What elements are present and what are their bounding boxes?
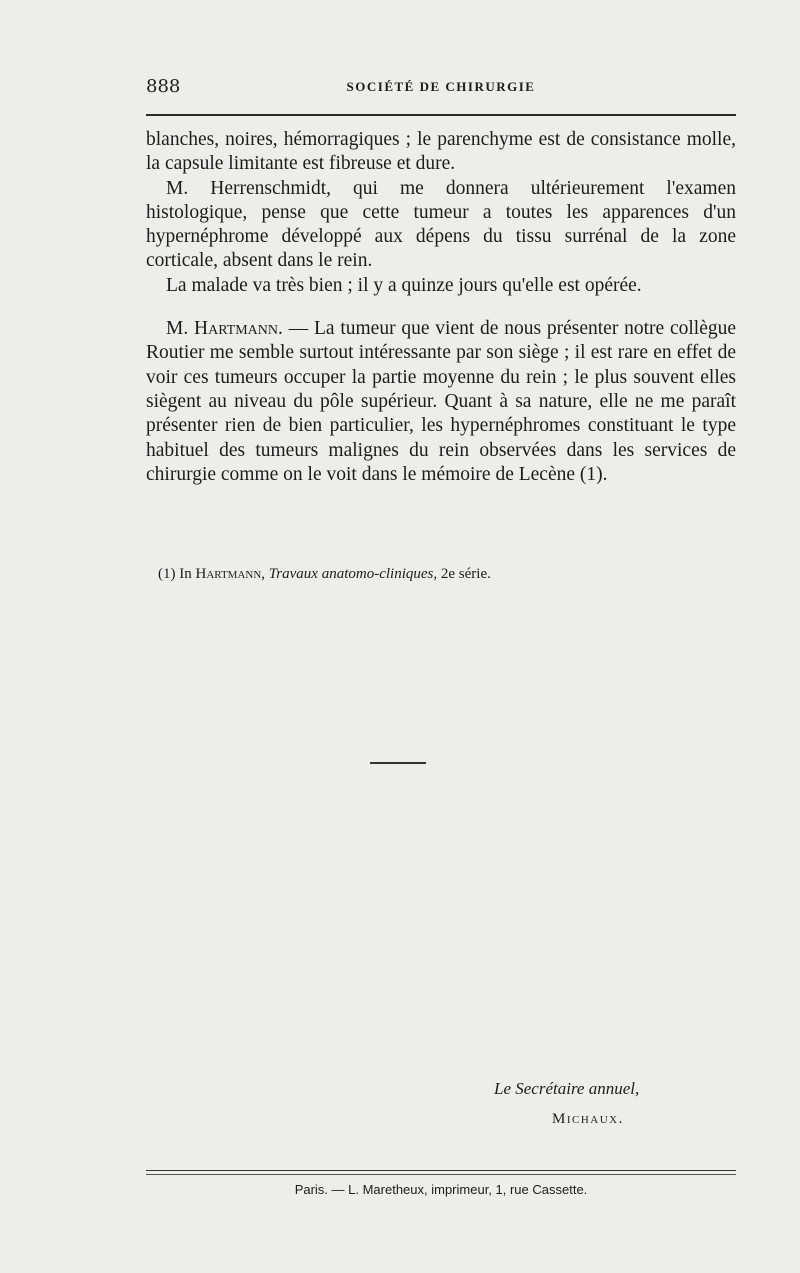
page-header bbox=[146, 76, 736, 102]
signature-name: Michaux. bbox=[552, 1111, 624, 1127]
paragraph-hartmann bbox=[146, 317, 736, 487]
printer-imprint: Paris. — L. Maretheux, imprimeur, 1, rue Cassette. bbox=[294, 1182, 588, 1197]
footnote-marker: (1) bbox=[158, 566, 176, 582]
paragraph-herrenschmidt: M. Herrenschmidt, qui me donnera ultérieurement l'examen histologique, pense que cette tumeur a toutes les apparences d'un hypernéphrome développé aux dépens du tissu surrénal de la zone corticale, absent dans le rein. bbox=[146, 177, 736, 272]
signature-title: Le Secrétaire annuel, bbox=[494, 1079, 640, 1098]
footnote-author: Hartmann bbox=[195, 566, 262, 582]
footnote-sep: , bbox=[261, 566, 269, 582]
paragraph-malade: La malade va très bien ; il y a quinze jours qu'elle est opérée. bbox=[166, 274, 642, 296]
paragraph-hartmann-text: — La tumeur que vient de nous présenter notre collègue Routier me semble surtout intéressante par son siège ; il est rare en effet de voir ces tumeurs occuper la partie moyenne du rein ; le plus souvent elles siègent au niveau du pôle supérieur. Quant à sa nature, elle ne me paraît présenter rien de bien particulier, les hypernéphromes constituant le type habituel des tumeurs malignes du rein observées dans les services de chirurgie comme on le voit dans le mémoire de Lecène (1). bbox=[146, 318, 737, 485]
paragraph-continuation: blanches, noires, hémorragiques ; le parenchyme est de consistance molle, la capsule limitante est fibreuse et dure. bbox=[146, 129, 736, 175]
bottom-rule-thin bbox=[146, 1174, 736, 1175]
footnote bbox=[146, 566, 748, 583]
header-rule bbox=[146, 114, 736, 116]
page-number: 888 bbox=[146, 76, 181, 97]
body-text bbox=[146, 128, 736, 487]
running-title: SOCIÉTÉ DE CHIRURGIE bbox=[346, 79, 536, 94]
section-divider bbox=[370, 762, 426, 764]
speaker-name: M. Hartmann. bbox=[166, 318, 283, 340]
footnote-suffix: , 2e série. bbox=[433, 566, 491, 582]
footnote-title: Travaux anatomo-cliniques bbox=[268, 566, 434, 582]
footnote-prefix: In bbox=[175, 566, 196, 582]
bottom-rule bbox=[146, 1170, 736, 1171]
